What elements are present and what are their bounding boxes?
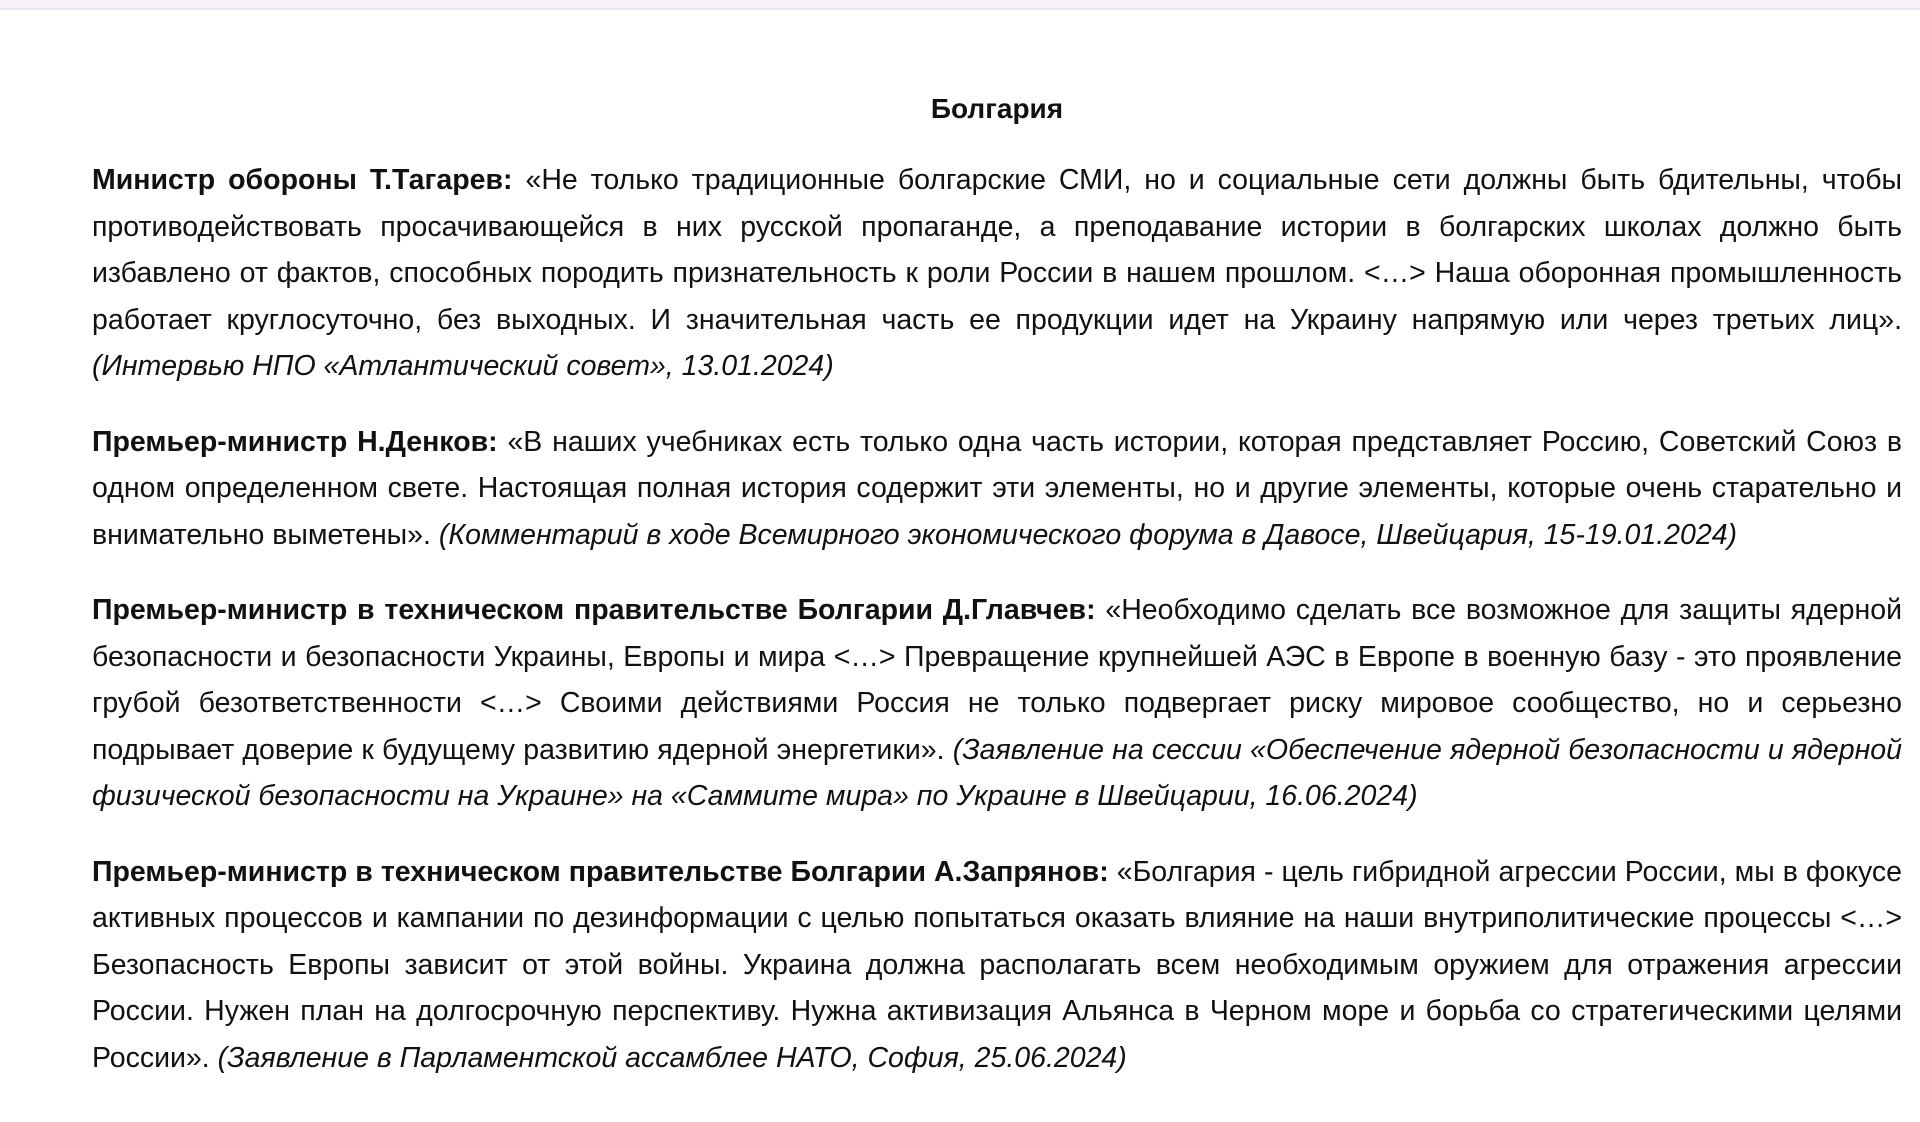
speaker-name: Министр обороны Т.Тагарев: <box>92 164 513 196</box>
quote-entry <box>92 849 1902 1082</box>
quote-text: «В наших учебниках есть только одна часть истории, которая представляет Россию, Советский Союз в одном определенном свете. Настоящая полная история содержит эти элементы, но и другие элементы, которые очень старательно и внимательно выметены». <box>92 425 1903 551</box>
quote-text: «Не только традиционные болгарские СМИ, но и социальные сети должны быть бдительны, чтобы противодействовать просачивающейся в них русской пропаганде, а преподавание истории в болгарских школах должно быть избавлено от фактов, способных породить признательность к роли России в нашем прошлом. <…> Наша оборонная промышленность работает круглосуточно, без выходных. И значительная часть ее продукции идет на Украину напрямую или через третьих лиц». <box>92 164 1903 336</box>
quote-entry <box>92 419 1902 559</box>
section-title: Болгария <box>930 93 1064 124</box>
quotes-list <box>92 157 1902 1081</box>
quote-source: (Комментарий в ходе Всемирного экономического форума в Давосе, Швейцария, 15-19.01.2024) <box>438 518 1738 551</box>
quote-entry <box>92 157 1902 390</box>
quote-text: «Болгария - цель гибридной агрессии России, мы в фокусе активных процессов и кампании по дезинформации с целью попытаться оказать влияние на наши внутриполитические процессы <…> Безопасность Европы зависит от этой войны. Украина должна располагать всем необходимым оружием для отражения агрессии России. Нужен план на долгосрочную перспективу. Нужна активизация Альянса в Черном море и борьба со стратегическими целями России». <box>92 855 1903 1074</box>
quote-text: «Необходимо сделать все возможное для защиты ядерной безопасности и безопасности Украины, Европы и мира <…> Превращение крупнейшей АЭС в Европе в военную базу - это проявление грубой безответственности <…> Своими действиями Россия не только подвергает риску мировое сообщество, но и серьезно подрывает доверие к будущему развитию ядерной энергетики». <box>92 594 1903 766</box>
speaker-name: Премьер-министр Н.Денков: <box>92 425 498 458</box>
quote-entry <box>92 587 1902 820</box>
speaker-name: Премьер-министр в техническом правительстве Болгарии А.Запрянов: <box>92 855 1109 888</box>
document-page <box>92 86 1902 1110</box>
quote-source: (Заявление на сессии «Обеспечение ядерной безопасности и ядерной физической безопасности на Украине» на «Саммите мира» по Украине в Швейцарии, 16.06.2024) <box>92 733 1902 812</box>
top-divider <box>0 0 1920 10</box>
quote-source: (Заявление в Парламентской ассамблее НАТО, София, 25.06.2024) <box>217 1041 1127 1074</box>
speaker-name: Премьер-министр в техническом правительстве Болгарии Д.Главчев: <box>92 594 1096 626</box>
quote-source: (Интервью НПО «Атлантический совет», 13.01.2024) <box>92 350 834 382</box>
